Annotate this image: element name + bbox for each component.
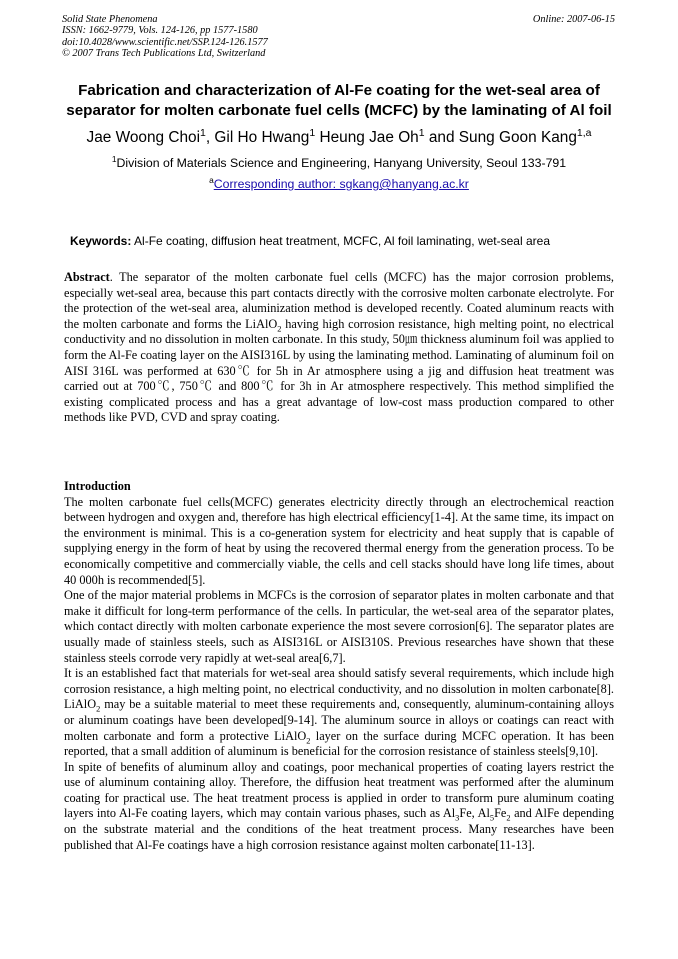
online-date: Online: 2007-06-15 [532, 14, 615, 25]
intro-paragraph-4 [64, 760, 614, 854]
intro-p4-sub-1: 3 [455, 813, 460, 823]
doi-line: doi:10.4028/www.scientific.net/SSP.124-126.1577 [62, 36, 268, 48]
author-4: and Sung Goon Kang [424, 129, 577, 146]
introduction-heading: Introduction [64, 479, 131, 493]
intro-p3-text-b: may be a suitable material to meet these requirements and, consequently, aluminum-containing alloys or aluminum coatings have been developed[9-14]. The aluminum source in alloys or coatings can react with molten carbonate and form a protective LiAlO [64, 697, 614, 743]
author-1: Jae Woong Choi [86, 129, 201, 146]
intro-p4-text-c: Fe [494, 806, 507, 821]
intro-p4-sub-3: 2 [506, 813, 511, 823]
intro-paragraph-2: One of the major material problems in MCFCs is the corrosion of separator plates in molten carbonate and that make it difficult for long-term performance of the cells. In particular, the wet-seal area of the separator plates, which contact directly with molten carbonate experience the most severe corrosion[6]. The separator plates are usually made of stainless steels, such as AISI316L or AISI310S. Previous researches have shown that these stainless steels corrode very rapidly at wet-seal area[6,7]. [64, 588, 614, 665]
title-line-1: Fabrication and characterization of Al-Fe coating for the wet-seal area of [78, 82, 600, 99]
corresponding-author-link[interactable]: Corresponding author: sgkang@hanyang.ac.kr [213, 177, 469, 191]
author-1-affil: 1 [200, 127, 206, 139]
journal-name: Solid State Phenomena [62, 14, 158, 25]
author-3-affil: 1 [418, 127, 425, 139]
intro-p4-text-a: In spite of benefits of aluminum alloy and coatings, poor mechanical properties of coating layers restrict the use of aluminum containing alloy. Therefore, the diffusion heat treatment was performed after the aluminum coating for practical use. The heat treatment process is applied in order to transform pure aluminum coating layers into Al-Fe coating layers, which may contain various phases, such as Al [64, 759, 614, 821]
abstract-text-1: . The separator of the molten carbonate fuel cells (MCFC) has the major corrosion problems, especially wet-seal area, because this part contacts directly with the corrosive molten carbonate electrolyte. For the protection of the wet-seal area, aluminization method is developed recently. Coated aluminum reacts with the molten carbonate and forms the LiAlO [64, 270, 614, 331]
abstract-subscript: 2 [277, 324, 282, 334]
author-2-affil: 1 [309, 127, 316, 139]
intro-p3-sub-1: 2 [96, 704, 101, 714]
introduction-section [64, 479, 614, 853]
issn-line: ISSN: 1662-9779, Vols. 124-126, pp 1577-1580 [62, 25, 258, 37]
abstract [64, 270, 614, 426]
affiliation-marker: 1 [111, 153, 117, 164]
affiliation [0, 153, 678, 170]
author-list [0, 129, 678, 147]
title-line-2: separator for molten carbonate fuel cells (MCFC) by the laminating of Al foil [66, 102, 612, 119]
journal-header [62, 14, 268, 60]
intro-p4-text-d: and AlFe depending on the substrate material and the conditions of the heat treatment process. Many researches have been published that Al-Fe coatings have a high corrosion resistance against molten carbonate[11-13]. [64, 806, 614, 852]
intro-paragraph-3 [64, 666, 614, 760]
intro-p4-sub-2: 5 [489, 813, 495, 823]
keywords-text: Al-Fe coating, diffusion heat treatment, MCFC, Al foil laminating, wet-seal area [131, 234, 550, 248]
intro-paragraph-1: The molten carbonate fuel cells(MCFC) generates electricity directly through an electrochemical reaction between hydrogen and oxygen and, therefore has high electrical efficiency[1-4]. At the same time, its impact on the environment is minimal. This is a co-generation system for electricity and heat supply that is capable of supplying energy in the form of heat by using the recovered thermal energy from the generation process. To be economically competitive and commercially viable, the cells and cell stacks should have long life times, about 40 000h is recommended[5]. [64, 494, 614, 587]
author-2: , Gil Ho Hwang [205, 129, 310, 146]
author-4-affil: 1,a [576, 127, 592, 139]
abstract-text-2: having high corrosion resistance, high melting point, no electrical conductivity and no dissolution in molten carbonate. In this study, 50㎛ thickness aluminum foil was applied to form the Al-Fe coating layer on the AISI316L by using the laminating method. Laminating of aluminum foil on AISI 316L was performed at 630℃ for 5h in Ar atmosphere using a jig and diffusion heat treatment was carried out at 700℃, 750℃ and 800℃ for 3h in Ar atmosphere respectively. This method simplified the existing complicated process and has a great advantage of low-cost mass production compared to other methods like PVD, CVD and spray coating. [64, 316, 614, 425]
intro-p3-text-a: It is an established fact that materials for wet-seal area should satisfy several requirements, which include high corrosion resistance, a high melting point, no electrical conductivity, and no dissolution in molten carbonate[8]. LiAlO [64, 666, 614, 712]
intro-p4-text-b: Fe, Al [459, 806, 490, 821]
author-3: Heung Jae Oh [315, 129, 419, 146]
intro-p3-text-c: layer on the surface during MCFC operation. It has been reported, that a small addition of aluminum is beneficial for the corrosion resistance of stainless steels[9,10]. [64, 728, 614, 759]
abstract-label: Abstract [64, 270, 110, 284]
paper-title [40, 81, 638, 121]
keywords [70, 234, 550, 248]
corresponding-author [0, 174, 678, 191]
abstract-paragraph [64, 270, 614, 426]
intro-p3-sub-2: 2 [306, 735, 311, 745]
affiliation-text: Division of Materials Science and Engineering, Hanyang University, Seoul 133-791 [116, 156, 567, 170]
keywords-label: Keywords: [70, 234, 132, 248]
copyright-line: © 2007 Trans Tech Publications Ltd, Switzerland [62, 48, 266, 60]
corresponding-marker: a [209, 174, 214, 185]
